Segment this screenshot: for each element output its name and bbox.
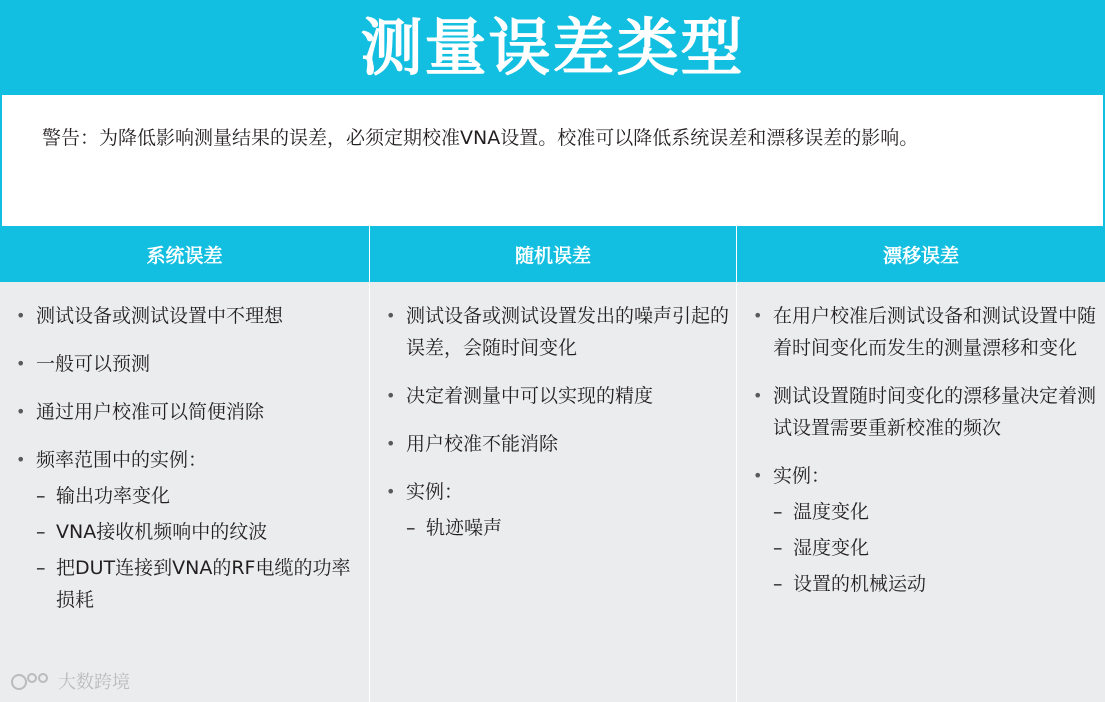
title-bar: [0, 0, 1105, 95]
list-item-text: 通过用户校准可以简便消除: [36, 401, 265, 423]
sub-list-item: [36, 552, 369, 616]
bullet-dot-icon: •: [386, 386, 396, 405]
list-item: [14, 348, 369, 380]
list-item-text: 一般可以预测: [36, 353, 151, 375]
list-item-text: 实例：: [773, 465, 831, 487]
list-item: [384, 428, 736, 460]
sub-list-item: [36, 516, 369, 548]
column-body: [370, 282, 736, 702]
list-item: [384, 380, 736, 412]
list-item: [14, 300, 369, 332]
list-item-text: 频率范围中的实例：: [36, 449, 208, 471]
dash-icon: –: [36, 557, 46, 579]
list-item: [14, 396, 369, 428]
column-header: 漂移误差: [737, 226, 1105, 282]
list-item-text: 实例：: [406, 481, 464, 503]
list-item-text: 用户校准不能消除: [406, 433, 559, 455]
bullet-list: [14, 300, 369, 616]
list-item: [384, 476, 736, 544]
sub-list-item-text: VNA接收机频响中的纹波: [56, 521, 268, 543]
sub-list: [773, 496, 1105, 600]
bullet-dot-icon: •: [386, 306, 396, 325]
column-body: [737, 282, 1105, 702]
sub-list-item-text: 轨迹噪声: [426, 517, 503, 539]
list-item-text: 测试设置随时间变化的漂移量决定着测试设置需要重新校准的频次: [773, 385, 1097, 439]
column-random-error: [369, 226, 736, 702]
sub-list-item-text: 把DUT连接到VNA的RF电缆的功率损耗: [56, 557, 351, 611]
sub-list-item-text: 输出功率变化: [56, 485, 171, 507]
dash-icon: –: [36, 521, 46, 543]
list-item: [14, 444, 369, 616]
column-body: [0, 282, 369, 702]
column-header: 系统误差: [0, 226, 369, 282]
dash-icon: –: [773, 573, 783, 595]
error-types-table: [0, 226, 1105, 702]
column-drift-error: [736, 226, 1105, 702]
list-item: [751, 300, 1105, 364]
brand-logo-icon: [10, 670, 52, 692]
warning-text: 警告：为降低影响测量结果的误差，必须定期校准VNA设置。校准可以降低系统误差和漂移误差的影响。: [42, 127, 919, 149]
sub-list: [406, 512, 736, 544]
list-item: [751, 460, 1105, 600]
watermark-text: 大数跨境: [58, 672, 130, 693]
bullet-dot-icon: •: [753, 466, 763, 485]
sub-list-item: [773, 496, 1105, 528]
page-title: 测量误差类型: [360, 10, 745, 84]
column-header: 随机误差: [370, 226, 736, 282]
bullet-dot-icon: •: [753, 306, 763, 325]
sub-list-item: [773, 532, 1105, 564]
sub-list-item: [773, 568, 1105, 600]
warning-box: [0, 95, 1105, 226]
list-item: [751, 380, 1105, 444]
sub-list-item: [406, 512, 736, 544]
sub-list-item-text: 温度变化: [793, 501, 870, 523]
bullet-list: [384, 300, 736, 544]
sub-list-item-text: 设置的机械运动: [793, 573, 927, 595]
bullet-dot-icon: •: [16, 450, 26, 469]
bullet-list: [751, 300, 1105, 600]
sub-list-item: [36, 480, 369, 512]
list-item-text: 决定着测量中可以实现的精度: [406, 385, 654, 407]
watermark: [10, 668, 130, 694]
dash-icon: –: [36, 485, 46, 507]
dash-icon: –: [773, 537, 783, 559]
bullet-dot-icon: •: [753, 386, 763, 405]
bullet-dot-icon: •: [386, 434, 396, 453]
list-item: [384, 300, 736, 364]
column-systematic-error: [0, 226, 369, 702]
bullet-dot-icon: •: [16, 402, 26, 421]
list-item-text: 测试设备或测试设置中不理想: [36, 305, 284, 327]
list-item-text: 在用户校准后测试设备和测试设置中随着时间变化而发生的测量漂移和变化: [773, 305, 1097, 359]
bullet-dot-icon: •: [386, 482, 396, 501]
sub-list-item-text: 湿度变化: [793, 537, 870, 559]
bullet-dot-icon: •: [16, 354, 26, 373]
dash-icon: –: [773, 501, 783, 523]
sub-list: [36, 480, 369, 616]
list-item-text: 测试设备或测试设置发出的噪声引起的误差，会随时间变化: [406, 305, 730, 359]
dash-icon: –: [406, 517, 416, 539]
bullet-dot-icon: •: [16, 306, 26, 325]
